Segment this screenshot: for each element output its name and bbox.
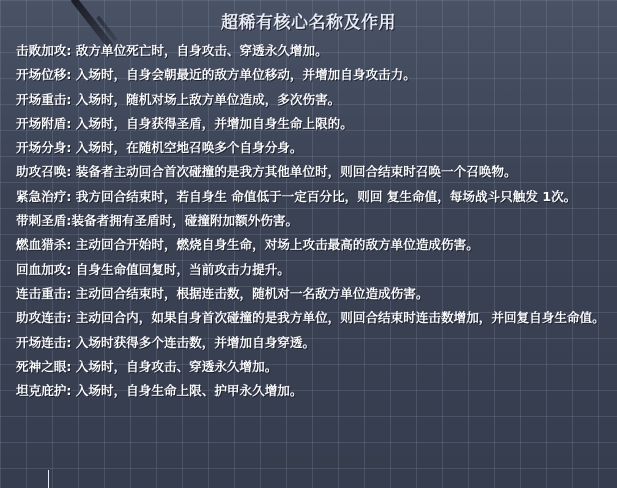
core-separator: :	[66, 140, 76, 156]
list-item	[16, 379, 606, 403]
core-description: 入场时，自身生命上限、护甲永久增加。	[75, 383, 303, 399]
core-separator: :	[66, 358, 76, 374]
core-separator: :	[66, 164, 76, 180]
core-description: 入场时，随机对场上敌方单位造成，多次伤害。	[75, 91, 341, 107]
core-description: 装备者拥有圣盾时，碰撞附加额外伤害。	[71, 213, 299, 229]
core-separator: :	[66, 383, 76, 399]
core-separator: :	[66, 188, 76, 204]
core-name: 开场附盾	[16, 115, 67, 131]
list-item	[16, 63, 606, 87]
core-description: 入场时，在随机空地召唤多个自身分身。	[75, 140, 303, 156]
core-description: 主动回合结束时，根据连击数，随机对一名敌方单位造成伤害。	[75, 285, 429, 301]
core-description: 入场时获得多个连击数，并增加自身穿透。	[75, 334, 316, 350]
core-separator: :	[66, 237, 76, 253]
core-description: 入场时，自身获得圣盾，并增加自身生命上限的。	[75, 115, 353, 131]
list-item	[16, 160, 606, 184]
list-item	[16, 355, 606, 379]
list-item	[16, 209, 606, 233]
list-item	[16, 112, 606, 136]
core-separator: :	[66, 285, 76, 301]
core-separator: :	[66, 67, 76, 83]
core-name: 开场位移	[16, 67, 67, 83]
core-description: 装备者主动回合首次碰撞的是我方其他单位时，则回合结束时召唤一个召唤物。	[75, 164, 517, 180]
core-name: 助攻连击	[16, 310, 67, 326]
core-separator: :	[66, 261, 76, 277]
core-separator: :	[66, 43, 76, 58]
list-item	[16, 258, 606, 282]
list-item	[16, 185, 606, 209]
list-item	[16, 136, 606, 160]
list-item	[16, 233, 606, 257]
core-separator: :	[66, 115, 76, 131]
core-name: 连击重击	[16, 285, 67, 301]
core-name: 带刺圣盾	[16, 213, 67, 229]
core-description: 入场时，自身攻击、穿透永久增加。	[75, 358, 278, 374]
list-item	[16, 88, 606, 112]
core-description: 敌方单位死亡时，自身攻击、穿透永久增加。	[75, 43, 328, 58]
core-description: 入场时，自身会朝最近的敌方单位移动，并增加自身攻击力。	[75, 67, 416, 83]
core-name: 燃血猎杀	[16, 237, 67, 253]
core-description: 我方回合结束时，若自身生 命值低于一定百分比，则回 复生命值，每场战斗只触发 1次。	[75, 188, 577, 204]
core-name: 坦克庇护	[16, 383, 67, 399]
list-item	[16, 331, 606, 355]
core-name: 紧急治疗	[16, 188, 67, 204]
core-separator: :	[66, 91, 76, 107]
core-description: 自身生命值回复时，当前攻击力提升。	[75, 261, 290, 277]
core-separator: :	[66, 310, 76, 326]
core-name: 开场分身	[16, 140, 67, 156]
core-description: 主动回合开始时，燃烧自身生命，对场上攻击最高的敌方单位造成伤害。	[75, 237, 479, 253]
core-name: 开场连击	[16, 334, 67, 350]
core-name: 开场重击	[16, 91, 67, 107]
core-description: 主动回合内，如果自身首次碰撞的是我方单位，则回合结束时连击数增加，并回复自身生命值。	[75, 310, 605, 326]
core-separator: :	[66, 334, 76, 350]
core-list	[16, 39, 606, 403]
page-title: 超稀有核心名称及作用	[221, 13, 396, 33]
core-name: 回血加攻	[16, 261, 67, 277]
list-item	[16, 39, 606, 63]
core-name: 助攻召唤	[16, 164, 67, 180]
list-item	[16, 282, 606, 306]
core-name: 死神之眼	[16, 358, 67, 374]
text-caret	[48, 470, 49, 488]
core-separator: :	[66, 213, 72, 229]
list-item	[16, 306, 606, 330]
core-name: 击败加攻	[16, 43, 67, 58]
